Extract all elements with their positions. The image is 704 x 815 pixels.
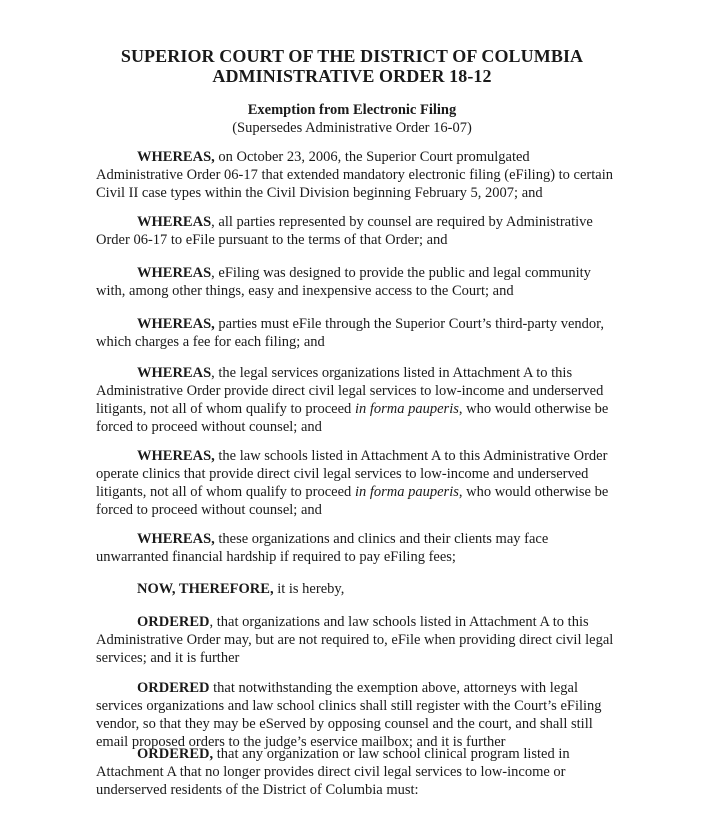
paragraph-lead: ORDERED: [137, 680, 210, 696]
now-therefore-paragraph: NOW, THEREFORE, it is hereby,: [137, 581, 345, 597]
whereas-paragraph-1: WHEREAS, on October 23, 2006, the Superior Court promulgated Administrative Order 06-17 that extended mandatory electronic filing (eFiling) to certain Civil II case types within the Civil Division beginning February 5, 2007; and: [96, 149, 614, 201]
paragraph-lead: WHEREAS,: [137, 531, 215, 547]
supersedes-note: (Supersedes Administrative Order 16-07): [232, 120, 472, 136]
paragraph-lead: WHEREAS: [137, 214, 212, 230]
paragraph-lead: WHEREAS: [137, 265, 212, 281]
paragraph-lead: ORDERED: [137, 614, 210, 630]
ordered-paragraph-3: ORDERED, that any organization or law school clinical program listed in Attachment A that no longer provides direct civil legal services to low-income or underserved residents of the District of Columbia must:: [96, 746, 570, 798]
paragraph-lead: WHEREAS,: [137, 149, 215, 165]
ordered-paragraph-2: ORDERED that notwithstanding the exemption above, attorneys with legal services organizations and law school clinics shall still register with the Court’s eFiling vendor, so that they may be eServed by opposing counsel and the court, and shall still email proposed orders to the judge’s eservice mailbox; and it is further: [96, 680, 602, 750]
whereas-paragraph-2: WHEREAS, all parties represented by counsel are required by Administrative Order 06-17 to eFile pursuant to the terms of that Order; and: [96, 214, 593, 248]
whereas-paragraph-7: WHEREAS, these organizations and clinics and their clients may face unwarranted financial hardship if required to pay eFiling fees;: [96, 531, 549, 565]
paragraph-lead: ORDERED,: [137, 746, 214, 762]
paragraph-lead: WHEREAS,: [137, 316, 215, 332]
paragraph-lead: WHEREAS: [137, 365, 212, 381]
order-number: ADMINISTRATIVE ORDER 18-12: [212, 66, 492, 86]
order-subject: Exemption from Electronic Filing: [247, 102, 457, 118]
court-title: SUPERIOR COURT OF THE DISTRICT OF COLUMBIA: [120, 46, 584, 66]
whereas-paragraph-6: WHEREAS, the law schools listed in Attachment A to this Administrative Order operate clinics that provide direct civil legal services to low-income and underserved litigants, not all of whom qualify to proceed in forma pauperis, who would otherwise be forced to proceed without counsel; and: [96, 448, 609, 518]
paragraph-lead: WHEREAS,: [137, 448, 215, 464]
whereas-paragraph-3: WHEREAS, eFiling was designed to provide the public and legal community with, among other things, easy and inexpensive access to the Court; and: [96, 265, 591, 299]
ordered-paragraph-1: ORDERED, that organizations and law schools listed in Attachment A to this Administrative Order may, but are not required to, eFile when providing direct civil legal services; and it is further: [96, 614, 614, 666]
whereas-paragraph-5: WHEREAS, the legal services organizations listed in Attachment A to this Administrative Order provide direct civil legal services to low-income and underserved litigants, not all of whom qualify to proceed in forma pauperis, who would otherwise be forced to proceed without counsel; and: [96, 365, 609, 435]
whereas-paragraph-4: WHEREAS, parties must eFile through the Superior Court’s third-party vendor, which charges a fee for each filing; and: [96, 316, 605, 350]
paragraph-lead: NOW, THEREFORE,: [137, 581, 274, 597]
